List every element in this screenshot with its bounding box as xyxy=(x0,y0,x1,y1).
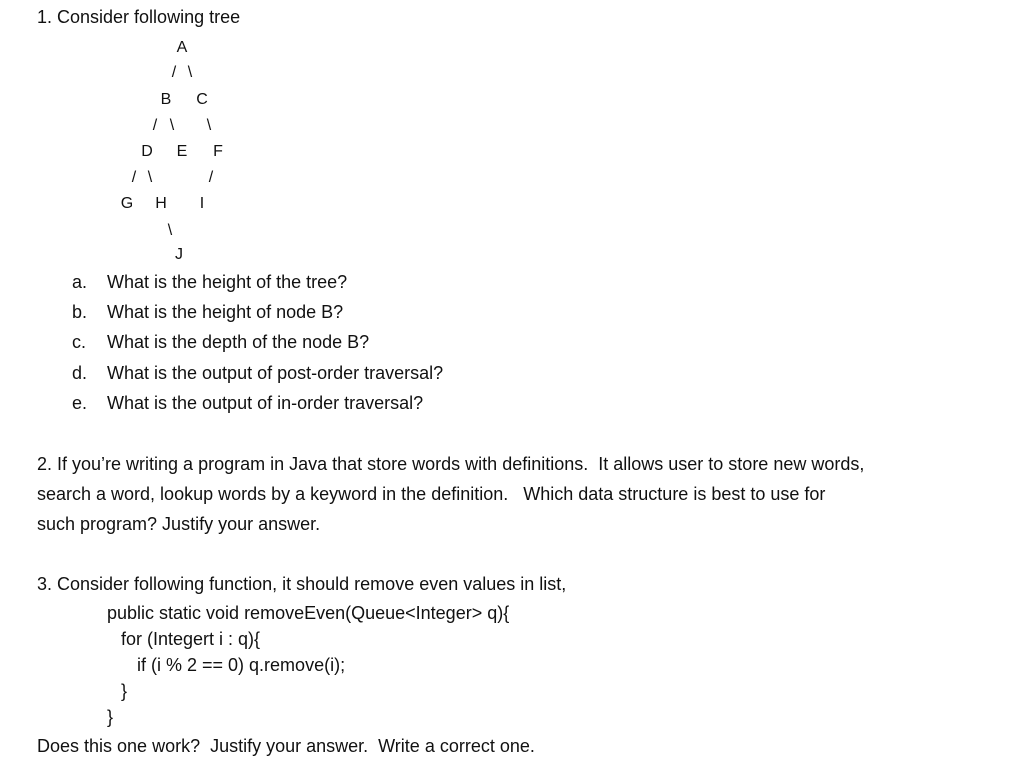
tree-node-f: F xyxy=(213,143,223,160)
subquestion-label: b. xyxy=(72,302,88,322)
tree-edge-b-e: \ xyxy=(169,117,175,134)
tree-node-e: E xyxy=(176,143,188,160)
subquestion-label: a. xyxy=(72,272,88,292)
subquestion-text: What is the output of in-order traversal? xyxy=(107,393,424,413)
question-1-title: 1. Consider following tree xyxy=(37,7,241,27)
subquestion-label: d. xyxy=(72,363,88,383)
subquestion-text: What is the depth of the node B? xyxy=(107,332,370,352)
tree-edge-a-c: \ xyxy=(187,64,193,81)
tree-node-j: J xyxy=(175,246,183,263)
subquestion-label: c. xyxy=(72,332,87,352)
code-line: } xyxy=(121,681,128,701)
tree-node-a: A xyxy=(176,39,188,56)
tree-edge-f-i: / xyxy=(208,169,214,186)
subquestion-text: What is the height of node B? xyxy=(107,302,344,322)
tree-node-c: C xyxy=(196,91,208,108)
tree-edge-c-f: \ xyxy=(206,117,212,134)
question-2-line: 2. If you’re writing a program in Java that store words with definitions. It allows user to store new words, xyxy=(37,454,865,474)
tree-node-i: I xyxy=(199,195,205,212)
code-line: } xyxy=(107,707,114,727)
subquestion-text: What is the height of the tree? xyxy=(107,272,348,292)
tree-edge-d-g: / xyxy=(131,169,137,186)
question-2-line: search a word, lookup words by a keyword in the definition. Which data structure is best to use for xyxy=(37,484,826,504)
tree-edge-b-d: / xyxy=(152,117,158,134)
subquestion-label: e. xyxy=(72,393,88,413)
tree-node-h: H xyxy=(155,195,167,212)
tree-edge-h-j: \ xyxy=(167,222,173,239)
code-line: for (Integert i : q){ xyxy=(121,629,261,649)
tree-node-g: G xyxy=(120,195,134,212)
tree-node-d: D xyxy=(141,143,153,160)
question-2-line: such program? Justify your answer. xyxy=(37,514,321,534)
question-3-title: 3. Consider following function, it should remove even values in list, xyxy=(37,574,567,594)
code-line: public static void removeEven(Queue<Integer> q){ xyxy=(107,603,510,623)
subquestion-text: What is the output of post-order traversal? xyxy=(107,363,444,383)
question-3-footer: Does this one work? Justify your answer. Write a correct one. xyxy=(37,736,535,756)
tree-edge-d-h: \ xyxy=(147,169,153,186)
tree-edge-a-b: / xyxy=(171,64,177,81)
tree-node-b: B xyxy=(160,91,172,108)
code-line: if (i % 2 == 0) q.remove(i); xyxy=(137,655,346,675)
